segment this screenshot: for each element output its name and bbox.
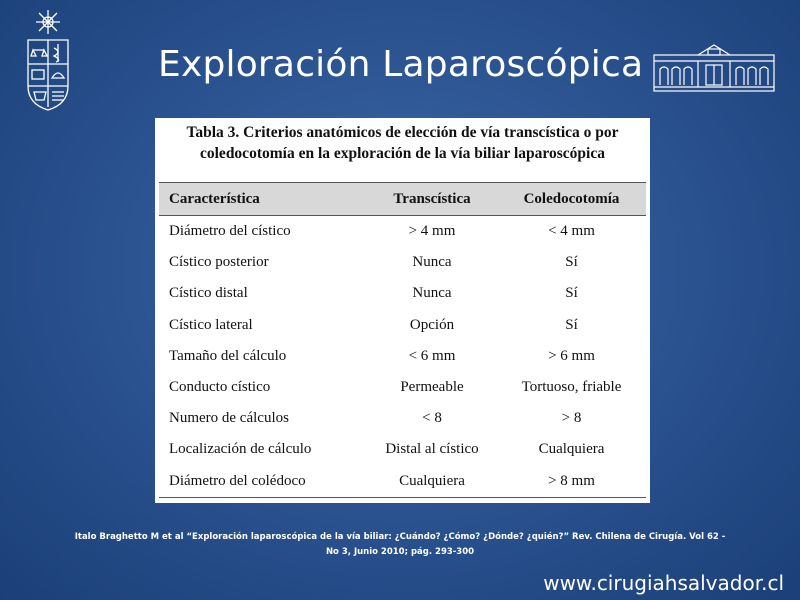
table-cell: > 6 mm bbox=[548, 347, 595, 364]
website-url: www.cirugiahsalvador.cl bbox=[543, 571, 784, 595]
table-row bbox=[159, 403, 646, 434]
criteria-table bbox=[159, 182, 646, 498]
table-caption bbox=[155, 122, 650, 164]
table-cell: Cístico distal bbox=[169, 285, 248, 302]
table-cell: Localización de cálculo bbox=[169, 441, 312, 458]
table-caption-line2: coledocotomía en la exploración de la vía biliar laparoscópica bbox=[200, 145, 605, 162]
table-header-row bbox=[159, 183, 646, 216]
citation-line2: No 3, Junio 2010; pág. 293-300 bbox=[325, 547, 475, 557]
table-cell: Tamaño del cálculo bbox=[169, 347, 287, 364]
table-row bbox=[159, 341, 646, 372]
table-row bbox=[159, 372, 646, 403]
university-crest-icon bbox=[22, 8, 74, 112]
column-header: Coledocotomía bbox=[497, 183, 646, 216]
table-row bbox=[159, 434, 646, 465]
table-cell: Numero de cálculos bbox=[169, 410, 289, 427]
table-caption-line1: Tabla 3. Criterios anatómicos de elección de vía transcística o por bbox=[186, 124, 619, 141]
table-cell: Nunca bbox=[412, 254, 452, 271]
table-cell: Cualquiera bbox=[367, 466, 497, 498]
table-cell: Cístico posterior bbox=[169, 254, 269, 271]
table-cell: Conducto cístico bbox=[169, 379, 271, 396]
column-header: Característica bbox=[159, 183, 367, 216]
column-header: Transcística bbox=[367, 183, 497, 216]
hospital-building-icon bbox=[652, 43, 776, 93]
table-row bbox=[159, 466, 646, 498]
table-row bbox=[159, 247, 646, 278]
table-cell: Nunca bbox=[412, 285, 452, 302]
table-cell: Sí bbox=[565, 316, 578, 333]
table-cell: < 6 mm bbox=[408, 347, 456, 364]
citation bbox=[60, 530, 740, 560]
table-cell: > 8 mm bbox=[497, 466, 646, 498]
table-cell: Sí bbox=[565, 254, 578, 271]
table-cell: Diámetro del cístico bbox=[169, 223, 291, 240]
table-row bbox=[159, 216, 646, 248]
table-cell: Sí bbox=[565, 285, 578, 302]
table-cell: < 4 mm bbox=[548, 223, 595, 240]
table-cell: > 8 bbox=[561, 410, 582, 427]
table-cell: Tortuoso, friable bbox=[521, 379, 622, 396]
citation-line1: Italo Braghetto M et al “Exploración laparoscópica de la vía biliar: ¿Cuándo? ¿Cómo? ¿Dónde? ¿quién?” Rev. Chilena de Cirugía. Vol 62 - bbox=[74, 532, 726, 542]
table-row bbox=[159, 310, 646, 341]
table-cell: Cístico lateral bbox=[169, 316, 253, 333]
table-cell: Opción bbox=[409, 316, 455, 333]
table-cell: Distal al cístico bbox=[385, 441, 479, 458]
table-row bbox=[159, 278, 646, 309]
table-cell: Permeable bbox=[400, 379, 464, 396]
table-cell: Cualquiera bbox=[538, 441, 605, 458]
slide-title: Exploración Laparoscópica bbox=[158, 44, 644, 85]
table-cell: Diámetro del colédoco bbox=[159, 466, 367, 498]
criteria-table-card bbox=[155, 118, 650, 503]
table-cell: < 8 bbox=[422, 410, 442, 427]
table-cell: > 4 mm bbox=[408, 223, 456, 240]
